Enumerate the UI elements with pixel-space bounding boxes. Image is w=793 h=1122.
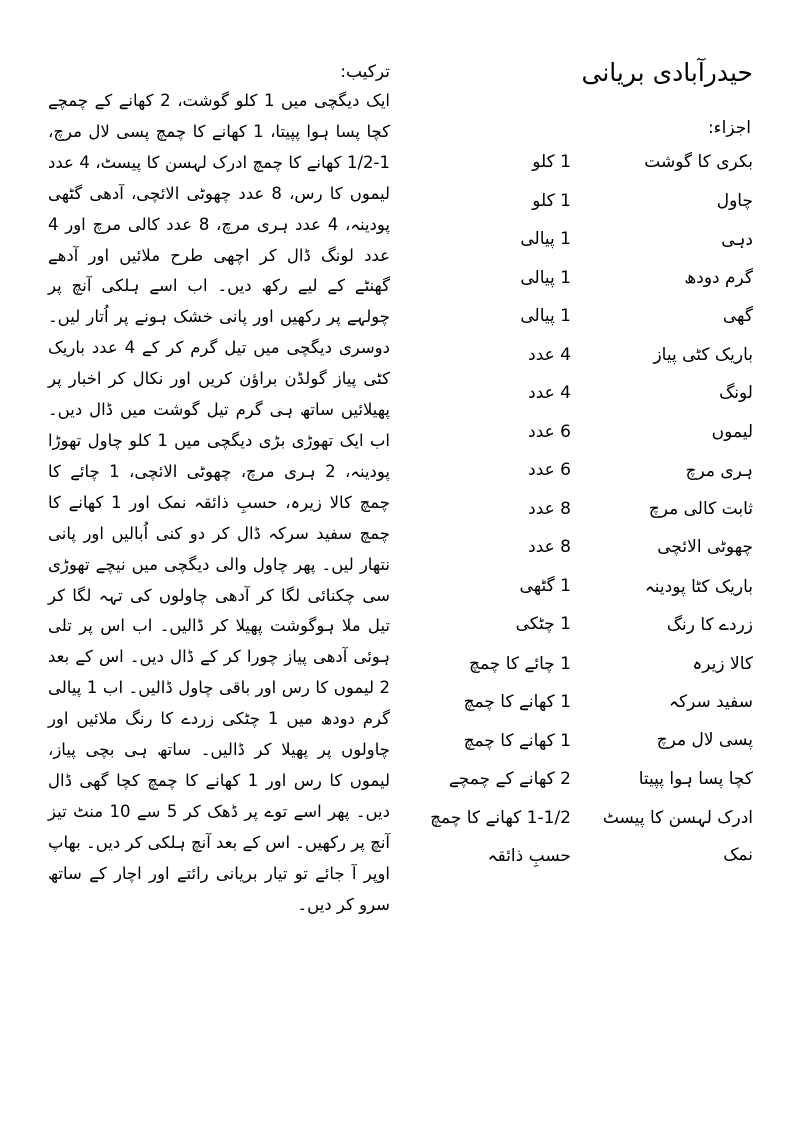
ingredient-name: سفید سرکہ <box>669 692 753 712</box>
method-section <box>48 58 390 920</box>
ingredient-name: ہری مرچ <box>685 461 753 481</box>
ingredient-row <box>420 416 753 455</box>
ingredient-name: گھی <box>722 306 753 326</box>
ingredient-quantity: 2 کھانے کے چمچے <box>448 769 571 789</box>
ingredient-name: لیموں <box>711 421 753 442</box>
ingredient-row <box>420 570 753 609</box>
ingredient-quantity: 8 عدد <box>528 537 571 557</box>
ingredient-quantity: 1-1/2 کھانے کا چمچ <box>430 807 571 828</box>
ingredient-quantity: 8 عدد <box>528 498 571 519</box>
ingredient-row <box>420 724 753 763</box>
ingredient-quantity: 1 کھانے کا چمچ <box>463 692 571 712</box>
ingredient-row <box>420 839 753 878</box>
ingredient-name: بکری کا گوشت <box>644 152 753 172</box>
ingredient-name: ثابت کالی مرچ <box>648 498 753 519</box>
ingredient-name: باریک کٹا پودینہ <box>644 576 753 597</box>
ingredient-quantity: 4 عدد <box>528 344 571 365</box>
method-text: ایک دیگچی میں 1 کلو گوشت، 2 کھانے کے چمچے کچا پسا ہوا پپیتا، 1 کھانے کا چمچ پسی لال مرچ، 1-1/2 کھانے کا چمچ ادرک لہسن کا پیسٹ، 4 عدد لیموں کا رس، 8 عدد چھوٹی الائچی، آدھی گٹھی پودینہ، 4 عدد ہری مرچ، 8 عدد کالی مرچ اور 4 عدد لونگ ڈال کر اچھی طرح ملائیں اور آدھے گھنٹے کے لیے رکھ دیں۔ اب اسے ہلکی آنچ پر چولہے پر رکھیں اور پانی خشک ہونے پر اُتار لیں۔ دوسری دیگچی میں تیل گرم کر کے 4 عدد باریک کٹی پیاز گولڈن براؤن کریں اور نکال کر اخبار پر پھیلائیں ساتھ ہی گرم تیل گوشت میں ڈال دیں۔ اب ایک تھوڑی بڑی دیگچی میں 1 کلو چاول تھوڑا پودینہ، 2 ہری مرچ، چھوٹی الائچی، 1 چائے کا چمچ کالا زیرہ، حسبِ ذائقہ نمک اور 1 کھانے کا چمچ سفید سرکہ ڈال کر دو کنی اُبالیں اور پانی نتھار لیں۔ پھر چاول والی دیگچی میں نیچے تھوڑی سی چکنائی لگا کر آدھی چاولوں کی تہہ لگا کر تیل ملا ہوگوشت پھیلا کر ڈالیں۔ اب اس پر تلی ہوئی آدھی پیاز چورا کر کے ڈال دیں۔ اس کے بعد 2 لیموں کا رس اور باقی چاول ڈالیں۔ اب 1 پیالی گرم دودھ میں 1 چٹکی زردے کا رنگ ملائیں اور چاولوں پر پھیلا کر ڈالیں۔ ساتھ ہی بچی پیاز، لیموں کا رس اور 1 کھانے کا چمچ کچا گھی ڈال دیں۔ پھر اسے توے پر ڈھک کر 5 سے 10 منٹ تیز آنچ پر رکھیں۔ اس کے بعد آنچ ہلکی کر دیں۔ بھاپ اوپر آ جائے تو تیار بریانی رائتے اور اچار کے ساتھ سرو کر دیں۔ <box>48 91 390 914</box>
ingredient-quantity: حسبِ ذائقہ <box>487 846 571 866</box>
ingredient-row <box>420 647 753 686</box>
ingredient-row <box>420 685 753 724</box>
ingredient-row <box>420 146 753 185</box>
ingredient-name: چاول <box>716 190 753 211</box>
ingredient-quantity: 1 کلو <box>532 152 571 172</box>
ingredient-quantity: 4 عدد <box>528 383 571 403</box>
ingredient-row <box>420 339 753 378</box>
ingredient-row <box>420 223 753 262</box>
ingredient-quantity: 1 پیالی <box>520 267 571 288</box>
recipe-title: حیدرآبادی بریانی <box>581 58 753 87</box>
ingredients-list <box>420 146 753 878</box>
ingredient-row <box>420 185 753 224</box>
ingredient-row <box>420 762 753 801</box>
ingredient-row <box>420 608 753 647</box>
ingredient-name: زردے کا رنگ <box>666 615 753 635</box>
ingredient-quantity: 1 پیالی <box>520 306 571 326</box>
ingredient-name: دہی <box>721 230 753 250</box>
ingredient-row <box>420 300 753 339</box>
ingredient-row <box>420 454 753 493</box>
ingredient-row <box>420 531 753 570</box>
ingredient-name: نمک <box>723 845 753 865</box>
ingredient-row <box>420 493 753 532</box>
ingredient-name: باریک کٹی پیاز <box>653 344 753 365</box>
ingredient-quantity: 6 عدد <box>528 460 571 480</box>
ingredient-name: گرم دودھ <box>684 267 753 288</box>
method-heading: ترکیب: <box>340 62 390 82</box>
ingredient-row <box>420 801 753 840</box>
ingredient-name: کالا زیرہ <box>692 653 753 674</box>
ingredients-heading: اجزاء: <box>707 118 751 138</box>
ingredient-quantity: 1 چائے کا چمچ <box>468 653 571 674</box>
ingredient-quantity: 1 پیالی <box>520 229 571 249</box>
ingredient-quantity: 6 عدد <box>528 421 571 442</box>
ingredient-quantity: 1 کلو <box>532 190 571 211</box>
ingredient-quantity: 1 چٹکی <box>515 614 571 634</box>
ingredient-name: لونگ <box>719 383 753 403</box>
ingredient-row <box>420 262 753 301</box>
ingredient-quantity: 1 کھانے کا چمچ <box>463 730 571 751</box>
ingredient-quantity: 1 گٹھی <box>519 575 571 596</box>
ingredient-name: ادرک لہسن کا پیسٹ <box>602 807 753 828</box>
ingredient-name: چھوٹی الائچی <box>657 537 753 557</box>
ingredient-row <box>420 377 753 416</box>
ingredient-name: پسی لال مرچ <box>656 729 753 750</box>
ingredient-name: کچا پسا ہوا پپیتا <box>638 769 753 789</box>
